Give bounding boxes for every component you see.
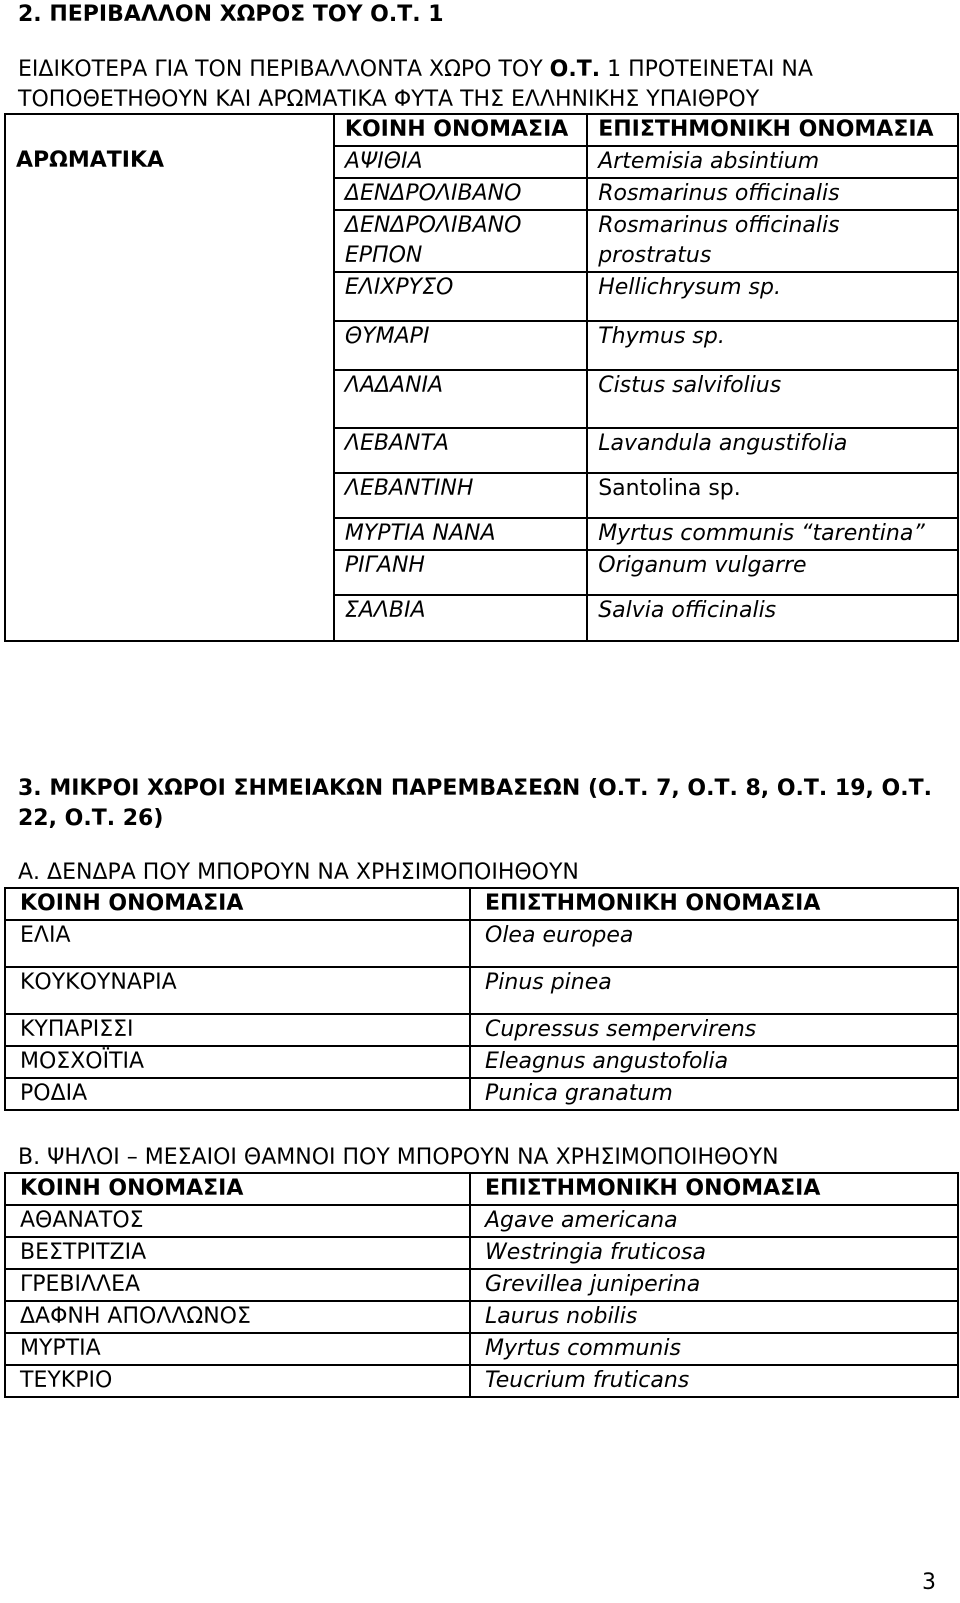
section-3-title: 3. ΜΙΚΡΟΙ ΧΩΡΟΙ ΣΗΜΕΙΑΚΩΝ ΠΑΡΕΜΒΑΣΕΩΝ (Ο.Τ. 7, Ο.Τ. 8, Ο.Τ. 19, Ο.Τ. 22, Ο.Τ. 26) [18,776,932,831]
scientific-name: Salvia officinalis [587,595,958,641]
subsection-a-title: Α. ΔΕΝΔΡΑ ΠΟΥ ΜΠΟΡΟΥΝ ΝΑ ΧΡΗΣΙΜΟΠΟΙΗΘΟΥΝ [18,860,579,885]
scientific-name: Westringia fruticosa [470,1237,958,1269]
table-row [5,321,958,370]
common-name: ΕΛΙΑ [5,920,470,967]
common-name: ΛΑΔΑΝΙΑ [334,370,587,428]
section-2-title: 2. ΠΕΡΙΒΑΛΛΟΝ ΧΩΡΟΣ ΤΟΥ Ο.Τ. 1 [18,2,444,27]
table-row [5,428,958,473]
table-row [5,1014,958,1046]
table-row [5,272,958,321]
common-name: ΔΕΝΔΡΟΛΙΒΑΝΟ [334,178,587,210]
table-row [5,146,958,178]
header-common-name: ΚΟΙΝΗ ΟΝΟΜΑΣΙΑ [334,114,587,146]
table-header-row [5,1173,958,1205]
common-name: ΡΟΔΙΑ [5,1078,470,1110]
scientific-name: Origanum vulgarre [587,550,958,595]
scientific-name: Cupressus sempervirens [470,1014,958,1046]
page-number: 3 [922,1570,936,1595]
common-name: ΑΨΙΘΙΑ [334,146,587,178]
common-name: ΘΥΜΑΡΙ [334,321,587,370]
scientific-name: Myrtus communis [470,1333,958,1365]
header-scientific-name: ΕΠΙΣΤΗΜΟΝΙΚΗ ΟΝΟΜΑΣΙΑ [587,114,958,146]
scientific-name: Pinus pinea [470,967,958,1014]
scientific-name: Santolina sp. [587,473,958,518]
table-row [5,178,958,210]
table-row [5,1205,958,1237]
trees-table [4,887,959,1111]
table-row [5,518,958,550]
intro-text-part2: 1 ΠΡΟΤΕΙΝΕΤΑΙ ΝΑ ΤΟΠΟΘΕΤΗΘΟΥΝ ΚΑΙ ΑΡΩΜΑΤΙΚΑ ΦΥΤΑ ΤΗΣ ΕΛΛΗΝΙΚΗΣ ΥΠΑΙΘΡΟΥ [18,57,813,112]
table-row [5,210,958,272]
common-name: ΛΕΒΑΝΤΑ [334,428,587,473]
scientific-name: Agave americana [470,1205,958,1237]
table-row [5,1237,958,1269]
common-name: ΔΕΝΔΡΟΛΙΒΑΝΟ ΕΡΠΟΝ [334,210,587,272]
table-row [5,1046,958,1078]
common-name: ΜΥΡΤΙΑ [5,1333,470,1365]
subsection-b-title: Β. ΨΗΛΟΙ – ΜΕΣΑΙΟΙ ΘΑΜΝΟΙ ΠΟΥ ΜΠΟΡΟΥΝ ΝΑ ΧΡΗΣΙΜΟΠΟΙΗΘΟΥΝ [18,1145,779,1170]
table-row [5,370,958,428]
common-name: ΔΑΦΝΗ ΑΠΟΛΛΩΝΟΣ [5,1301,470,1333]
scientific-name: Hellichrysum sp. [587,272,958,321]
scientific-name: Rosmarinus officinalis [587,178,958,210]
common-name: ΚΥΠΑΡΙΣΣΙ [5,1014,470,1046]
scientific-name: Lavandula angustifolia [587,428,958,473]
table-header-row [5,888,958,920]
scientific-name: Rosmarinus officinalis prostratus [587,210,958,272]
aromatic-plants-table [4,113,959,642]
scientific-name: Cistus salvifolius [587,370,958,428]
common-name: ΣΑΛΒΙΑ [334,595,587,641]
intro-text-part1: ΕΙΔΙΚΟΤΕΡΑ ΓΙΑ ΤΟΝ ΠΕΡΙΒΑΛΛΟΝΤΑ ΧΩΡΟ ΤΟΥ [18,57,550,82]
table-row [5,920,958,967]
scientific-name: Olea europea [470,920,958,967]
category-label: ΑΡΩΜΑΤΙΚΑ [5,146,334,178]
common-name: ΡΙΓΑΝΗ [334,550,587,595]
intro-text-bold: Ο.Τ. [549,57,601,82]
common-name: ΑΘΑΝΑΤΟΣ [5,1205,470,1237]
table-row [5,1365,958,1397]
header-common-name: ΚΟΙΝΗ ΟΝΟΜΑΣΙΑ [5,1173,470,1205]
scientific-name: Laurus nobilis [470,1301,958,1333]
common-name: ΓΡΕΒΙΛΛΕΑ [5,1269,470,1301]
scientific-name: Grevillea juniperina [470,1269,958,1301]
common-name: ΤΕΥΚΡΙΟ [5,1365,470,1397]
scientific-name: Punica granatum [470,1078,958,1110]
scientific-name: Artemisia absintium [587,146,958,178]
common-name: ΚΟΥΚΟΥΝΑΡΙΑ [5,967,470,1014]
header-scientific-name: ΕΠΙΣΤΗΜΟΝΙΚΗ ΟΝΟΜΑΣΙΑ [470,1173,958,1205]
table-row [5,1269,958,1301]
common-name: ΜΟΣΧΟΪΤΙΑ [5,1046,470,1078]
table-row [5,473,958,518]
common-name: ΜΥΡΤΙΑ ΝΑΝΑ [334,518,587,550]
header-scientific-name: ΕΠΙΣΤΗΜΟΝΙΚΗ ΟΝΟΜΑΣΙΑ [470,888,958,920]
table-row [5,967,958,1014]
section-2-intro [18,55,948,115]
common-name: ΛΕΒΑΝΤΙΝΗ [334,473,587,518]
scientific-name: Thymus sp. [587,321,958,370]
common-name: ΕΛΙΧΡΥΣΟ [334,272,587,321]
table-header-row [5,114,958,146]
category-cell [5,114,334,146]
header-common-name: ΚΟΙΝΗ ΟΝΟΜΑΣΙΑ [5,888,470,920]
scientific-name: Myrtus communis “tarentina” [587,518,958,550]
scientific-name: Teucrium fruticans [470,1365,958,1397]
scientific-name: Eleagnus angustofolia [470,1046,958,1078]
table-row [5,595,958,641]
common-name: ΒΕΣΤΡΙΤΖΙΑ [5,1237,470,1269]
table-row [5,1333,958,1365]
table-row [5,1301,958,1333]
shrubs-table [4,1172,959,1398]
table-row [5,550,958,595]
table-row [5,1078,958,1110]
